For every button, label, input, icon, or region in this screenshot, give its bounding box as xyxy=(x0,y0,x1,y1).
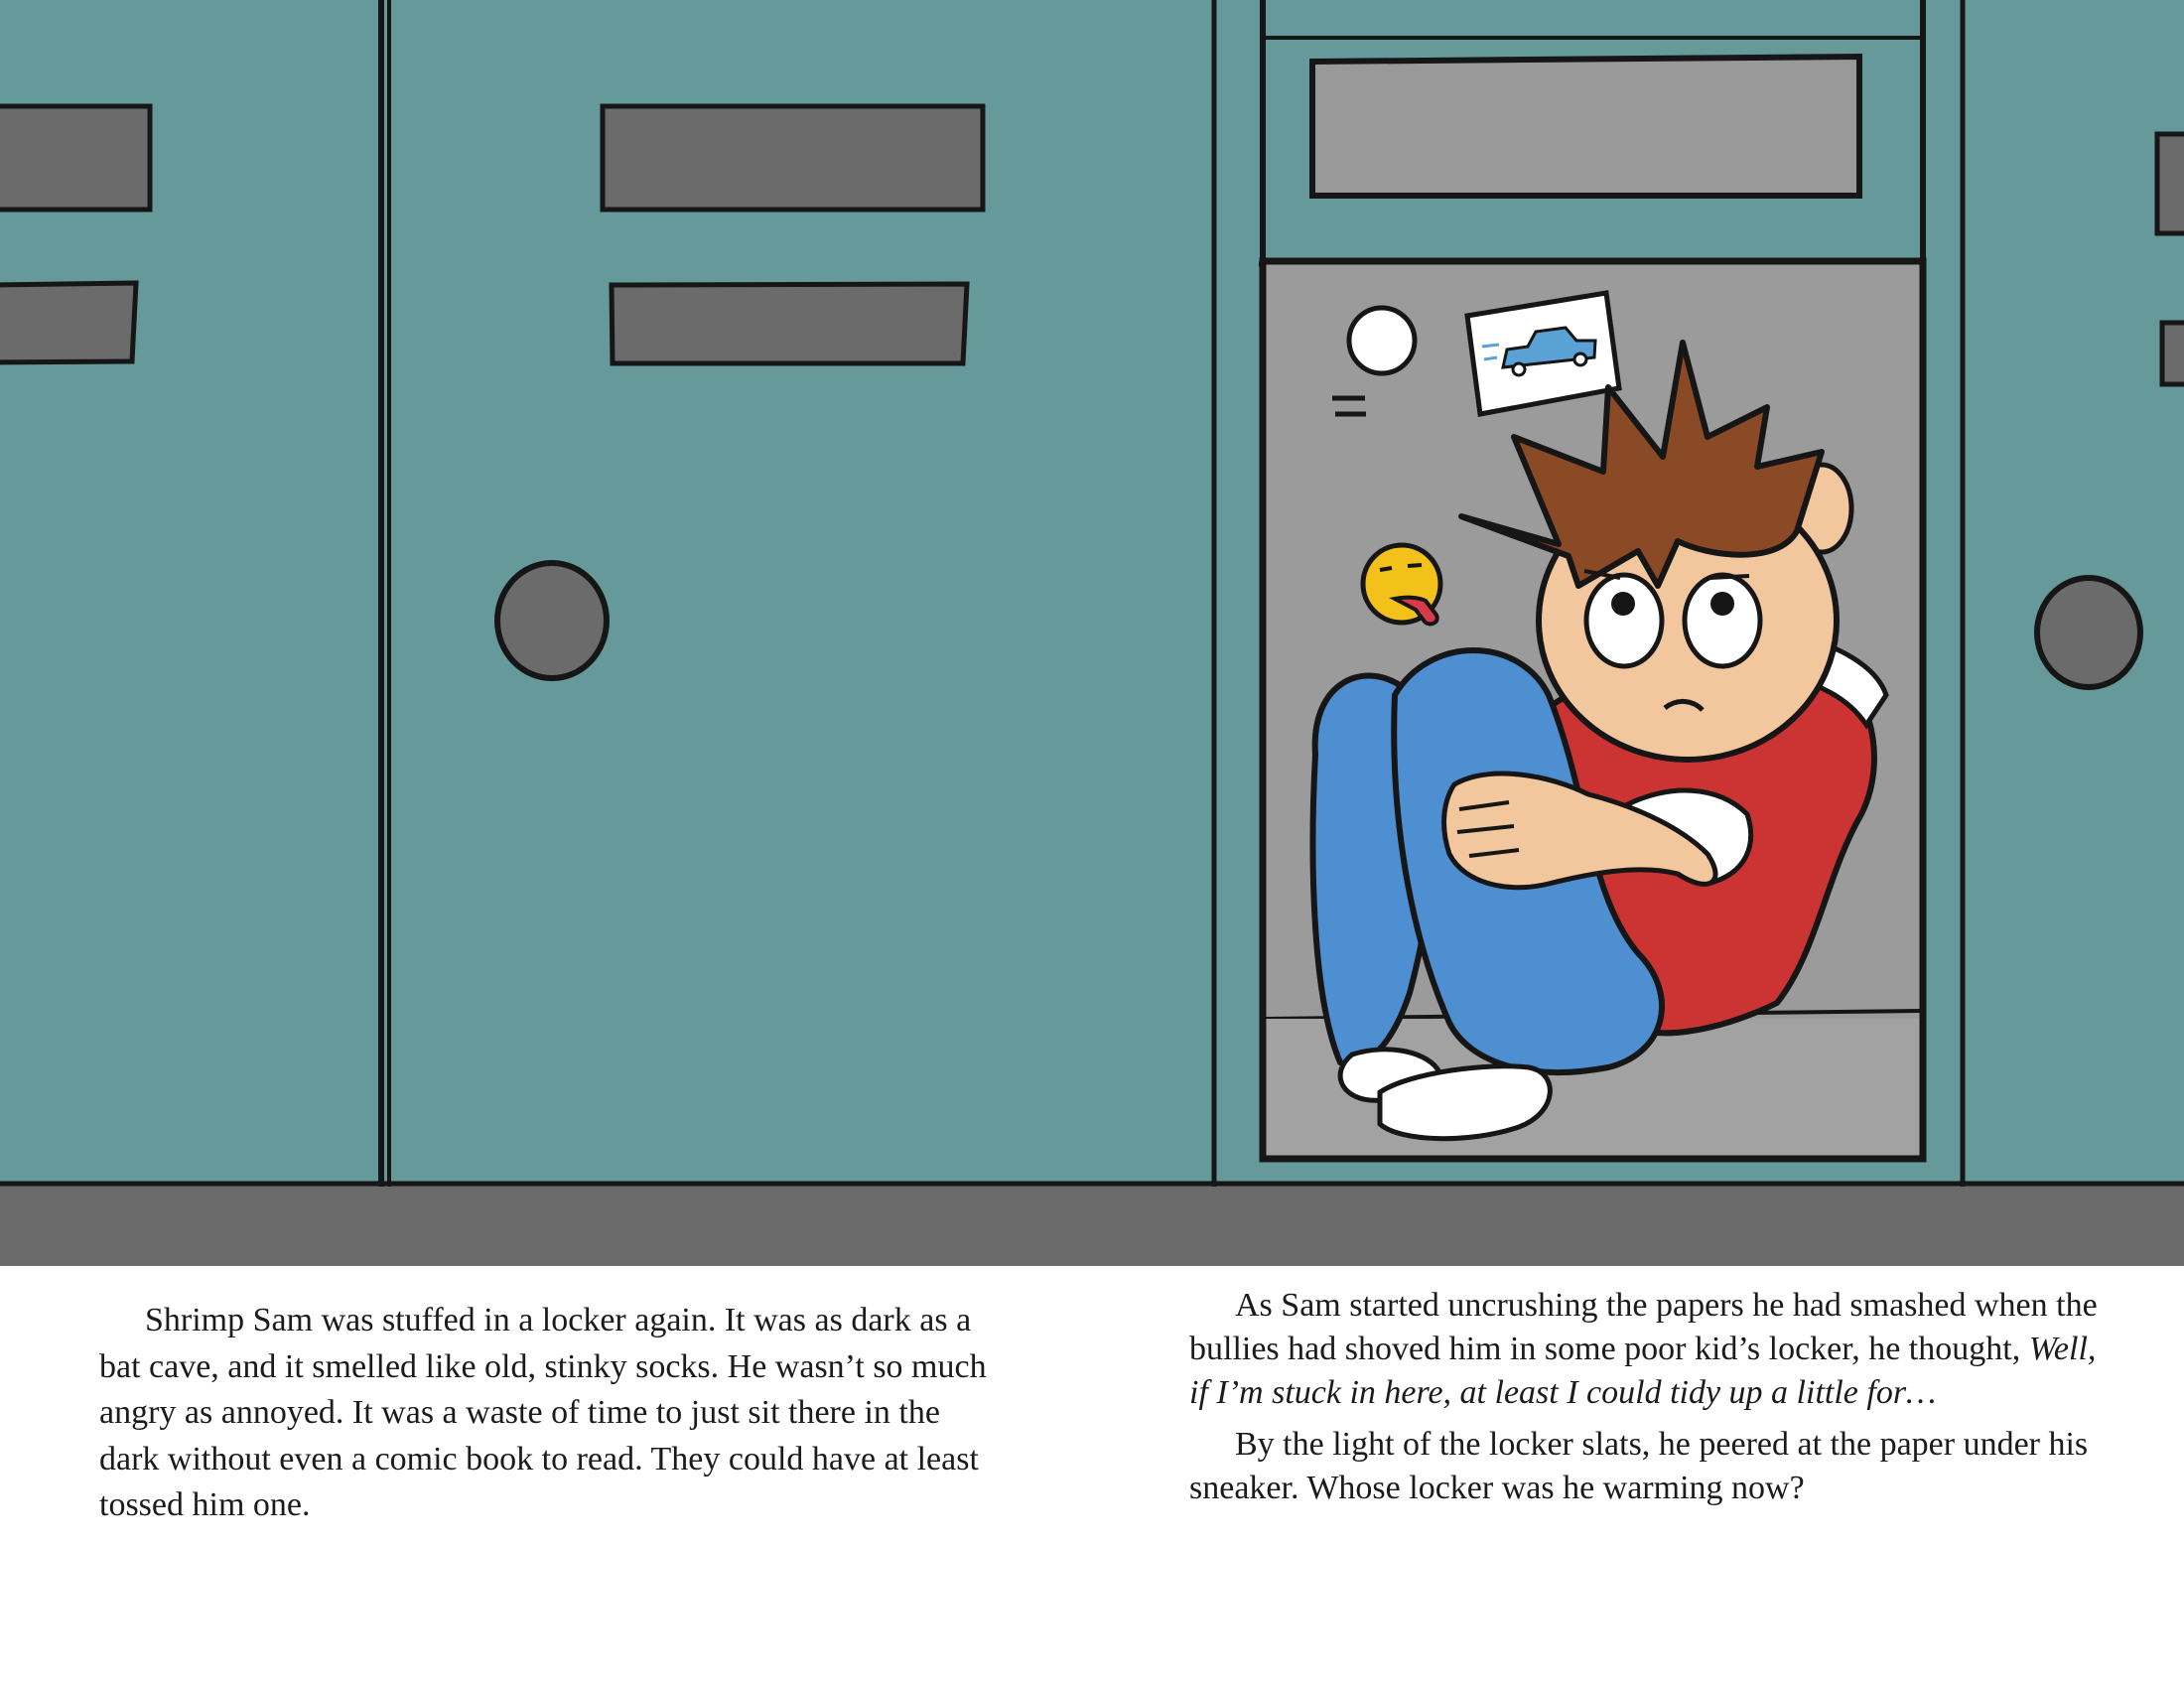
locker-vent-bottom xyxy=(612,284,967,363)
round-magnet-icon xyxy=(1349,308,1415,373)
locker-vent-bottom xyxy=(0,283,136,362)
story-paragraph xyxy=(1189,1284,2122,1415)
locker-vent-top xyxy=(2157,134,2184,233)
open-locker xyxy=(1259,0,1924,1159)
emoji-sticker-icon xyxy=(1363,545,1440,624)
left-text-column xyxy=(99,1298,998,1529)
locker-shelf-vent xyxy=(1312,57,1859,196)
locker-vent-top xyxy=(0,106,150,210)
story-paragraph: By the light of the locker slats, he peered at the paper under his sneaker. Whose locker was he warming now? xyxy=(1189,1426,2089,1506)
right-text-column xyxy=(1189,1284,2122,1510)
story-text-panel xyxy=(0,1266,2184,1688)
italic-thought-text: Well, if I’m stuck in here, at least I could tidy up a little for… xyxy=(1189,1331,2097,1411)
locker-handle-icon xyxy=(2037,578,2140,687)
locker-handle-icon xyxy=(497,563,607,678)
narration-text: As Sam started uncrushing the papers he had smashed when the bullies had shoved him in some poor kid’s locker, he thought, xyxy=(1189,1287,2098,1367)
locker-vent-top xyxy=(603,106,983,210)
story-paragraph: Shrimp Sam was stuffed in a locker again. It was as dark as a bat cave, and it smelled like old, stinky socks. He wasn’t so much angry as annoyed. It was a waste of time to just sit there in the dark without even a comic book to read. They could have at least tossed him one. xyxy=(99,1302,987,1523)
hallway-floor xyxy=(0,1184,2184,1266)
locker-vent-bottom xyxy=(2162,323,2184,384)
